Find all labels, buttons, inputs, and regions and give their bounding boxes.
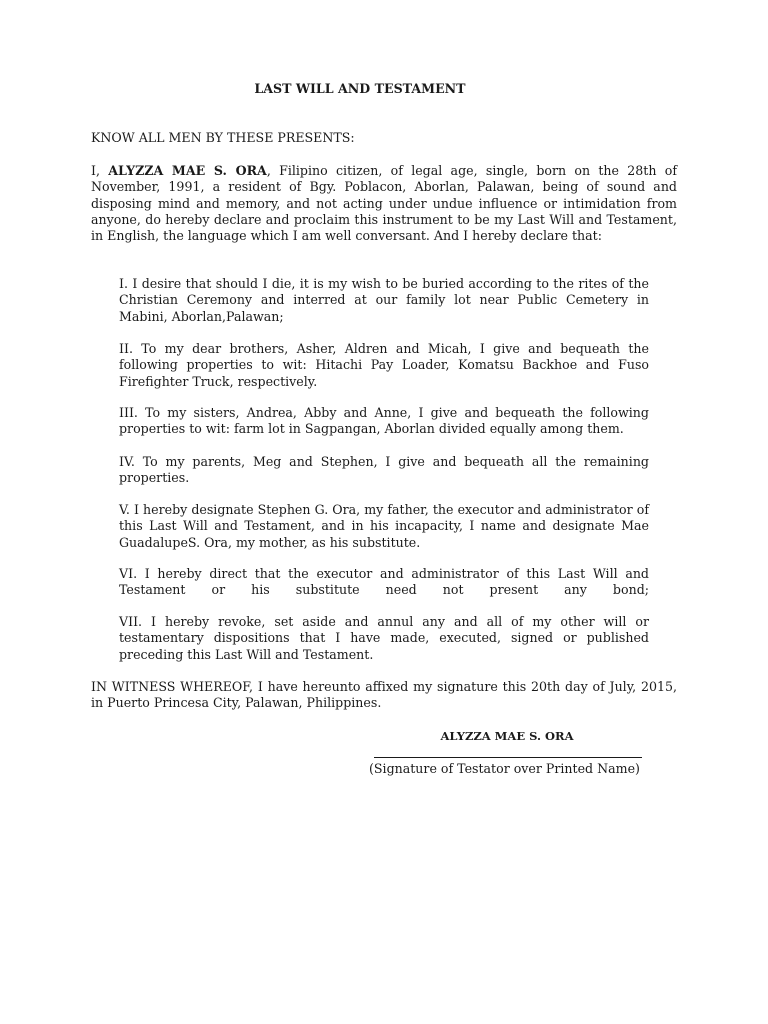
will-item-3: III. To my sisters, Andrea, Abby and Anne, I give and bequeath the following properties to wit: farm lot in Sagpangan, Aborlan divided equally among them. (119, 405, 649, 437)
will-item-5: V. I hereby designate Stephen G. Ora, my father, the executor and administrator of this Last Will and Testament, and in his incapacity, I name and designate Mae GuadalupeS. Ora, my mother, as his substitute. (119, 502, 649, 550)
intro-prefix: I, (91, 163, 109, 178)
testator-name: ALYZZA MAE S. ORA (108, 163, 267, 178)
signature-caption: (Signature of Testator over Printed Name) (369, 761, 640, 776)
witness-paragraph: IN WITNESS WHEREOF, I have hereunto affixed my signature this 20th day of July, 2015, in Puerto Princesa City, Palawan, Philippines. (91, 679, 677, 711)
will-item-6: VI. I hereby direct that the executor and administrator of this Last Will and Testament or his substitute need not present any bond; (119, 566, 649, 598)
signature-line (374, 757, 642, 758)
document-title: LAST WILL AND TESTAMENT (254, 81, 466, 96)
signature-printed-name: ALYZZA MAE S. ORA (440, 729, 574, 743)
salutation: KNOW ALL MEN BY THESE PRESENTS: (91, 130, 355, 145)
will-item-7: VII. I hereby revoke, set aside and annul any and all of my other will or testamentary dispositions that I have made, executed, signed or published preceding this Last Will and Testament. (119, 614, 649, 662)
intro-text: , Filipino citizen, of legal age, single, born on the 28th of November, 1991, a resident of Bgy. Poblacon, Aborlan, Palawan, being of sound and disposing mind and memory, and not acting under undue influence or intimidation from anyone, do hereby declare and proclaim this instrument to be my Last Will and Testament, in English, the language which I am well conversant. And I hereby declare that: (91, 163, 678, 244)
will-item-4: IV. To my parents, Meg and Stephen, I give and bequeath all the remaining properties. (119, 454, 649, 486)
will-item-1: I. I desire that should I die, it is my wish to be buried according to the rites of the Christian Ceremony and interred at our family lot near Public Cemetery in Mabini, Aborlan,Palawan; (119, 276, 649, 324)
intro-paragraph (91, 163, 677, 244)
will-item-2: II. To my dear brothers, Asher, Aldren and Micah, I give and bequeath the following properties to wit: Hitachi Pay Loader, Komatsu Backhoe and Fuso Firefighter Truck, respectively. (119, 341, 649, 389)
